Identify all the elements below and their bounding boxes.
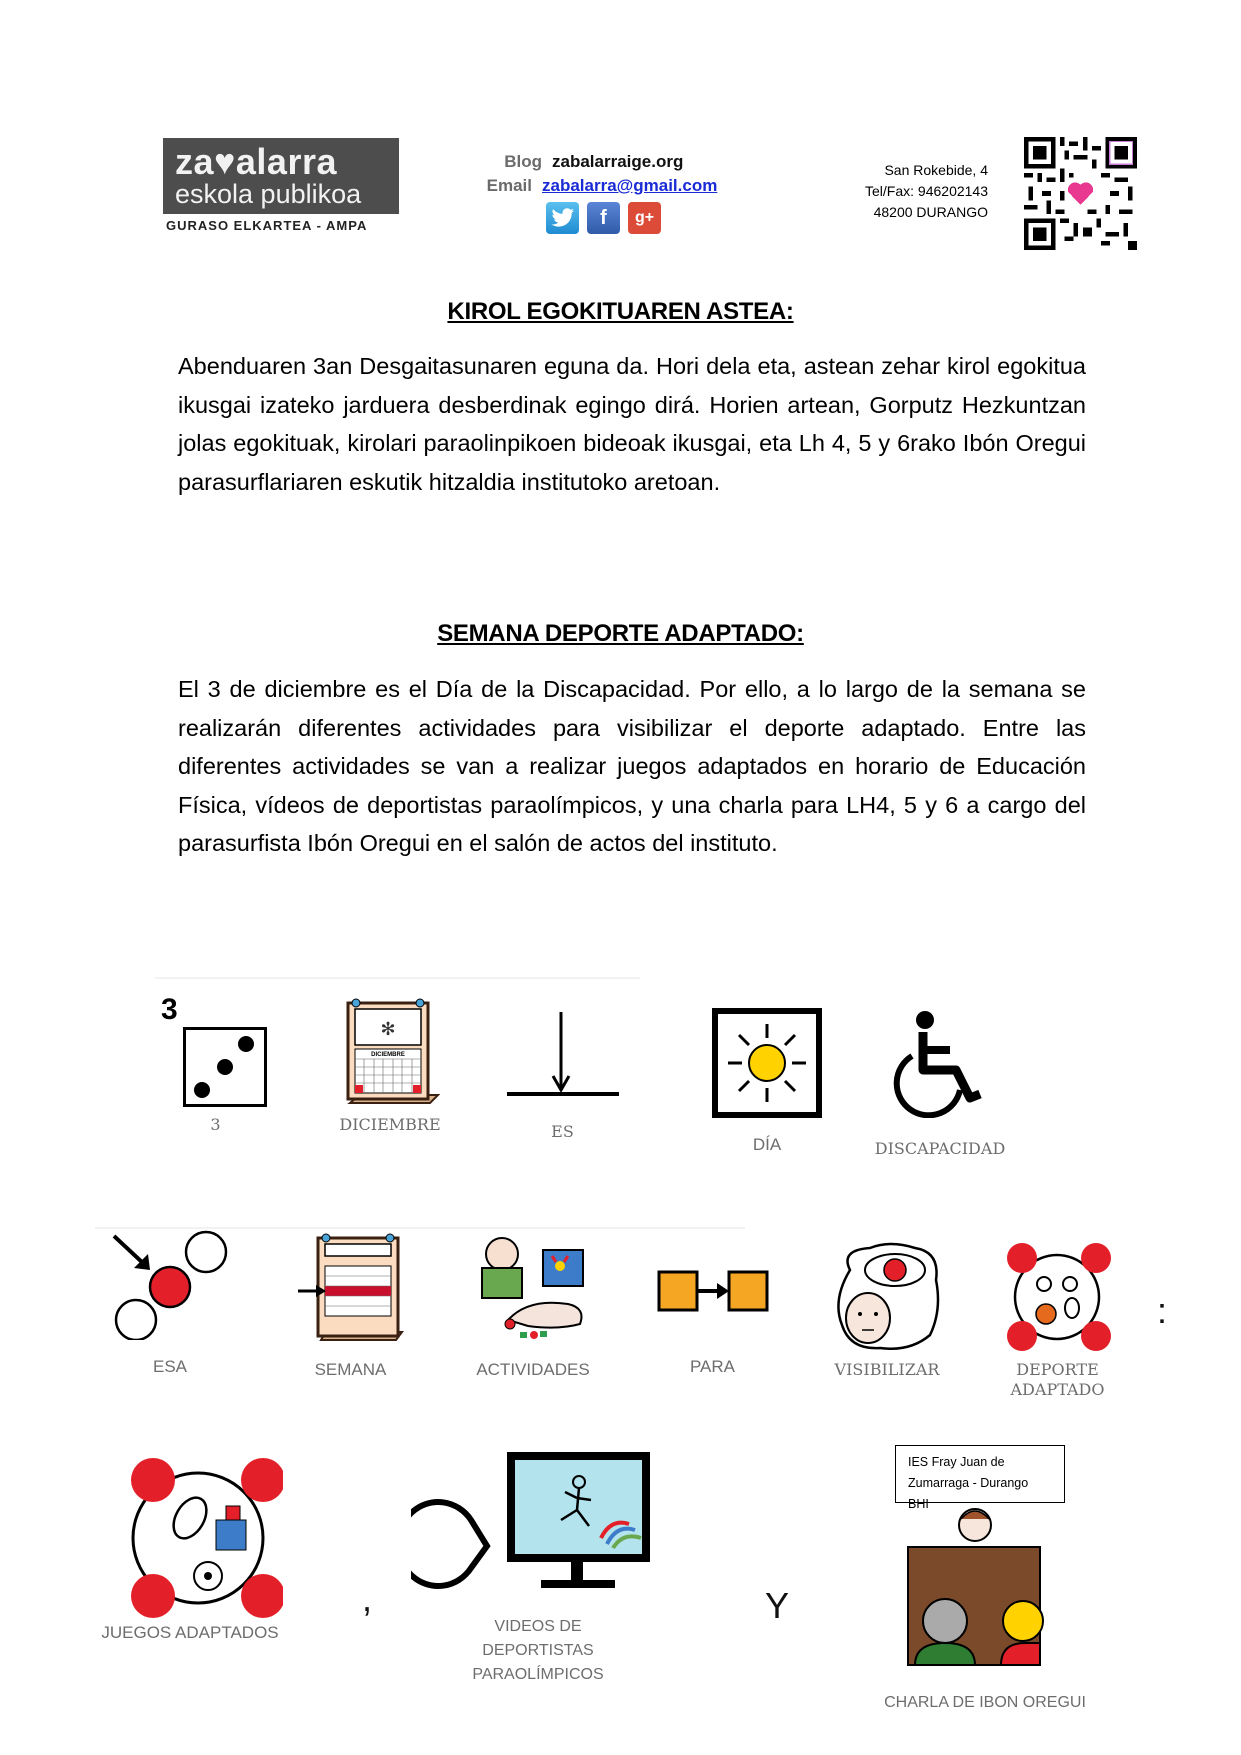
picto-para — [650, 1262, 775, 1377]
section-body-es: El 3 de diciembre es el Día de la Discapacidad. Por ello, a lo largo de la semana se realizarán diferentes actividades para visibilizar el deporte adaptado. Entre las diferentes actividades se van a realizar juegos adaptados en horario de Educación Física, vídeos de deportistas paraolímpicos, y una charla para LH4, 5 y 6 a cargo del parasurfista Ibón Oregui en el salón de actos del instituto. — [178, 676, 1086, 856]
email-label: Email — [486, 176, 532, 195]
adapted-sport-icon — [1000, 1240, 1115, 1355]
picto-label: ACTIVIDADES — [476, 1360, 590, 1379]
picto-label: CHARLA DE IBON OREGUI — [884, 1694, 1086, 1711]
adapted-games-icon — [98, 1448, 283, 1618]
address-street: San Rokebide, 4 — [884, 162, 988, 178]
picto-3 — [158, 995, 273, 1135]
picto-videos-deportistas — [408, 1448, 653, 1687]
email-row — [470, 174, 770, 198]
picto-label: DISCAPACIDAD — [874, 1139, 1006, 1158]
logo-tagline: GURASO ELKARTEA - AMPA — [166, 218, 368, 233]
picto-esa — [105, 1230, 235, 1377]
arrow-down-to-line-icon — [503, 1010, 623, 1105]
to-arrow-icon — [653, 1262, 773, 1322]
google-plus-icon[interactable]: g+ — [628, 202, 661, 234]
address-city: 48200 DURANGO — [873, 204, 988, 220]
picto-label: DEPORTE ADAPTADO — [1010, 1360, 1105, 1399]
picto-semana — [288, 1232, 413, 1380]
email-link[interactable]: zabalarra@gmail.com — [542, 176, 718, 195]
section-body-eu: Abenduaren 3an Desgaitasunaren eguna da. Hori dela eta, astean zehar kirol egokitua ikusgai izateko jarduera desberdinak egingo dirá. Horien artean, Gorputz Hezkuntzan jolas egokituak, kirolari paraolinpikoen bideoak ikusgai, eta Lh 4, 5 y 6rako Ibón Oregui parasurflariaren eskutik hitzaldia institutoko aretoan. — [178, 353, 1086, 495]
picto-label: ESA — [152, 1357, 188, 1376]
facebook-icon[interactable]: f — [587, 202, 620, 234]
twitter-icon[interactable] — [546, 202, 579, 234]
picto-label: PARA — [689, 1357, 736, 1376]
picto-visibilizar — [822, 1240, 952, 1380]
talk-audience-icon — [905, 1503, 1045, 1668]
school-sign: IES Fray Juan de Zumarraga - Durango BHI — [895, 1445, 1065, 1503]
social-icons — [546, 202, 770, 234]
school-logo — [163, 138, 399, 240]
picto-label: VIDEOS DE DEPORTISTAS PARAOLÍMPICOS — [472, 1618, 604, 1683]
blog-label: Blog — [504, 152, 542, 171]
section-title-eu: KIROL EGOKITUAREN ASTEA: — [447, 298, 794, 325]
pointing-circles-icon — [108, 1230, 233, 1340]
svg-text:✻: ✻ — [380, 1019, 396, 1039]
picto-label: ES — [551, 1122, 574, 1141]
blog-link[interactable]: zabalarraige.org — [552, 152, 684, 171]
comma-mark: , — [362, 1578, 373, 1619]
divider — [95, 1227, 745, 1229]
and-mark: Y — [765, 1585, 790, 1626]
picto-label: JUEGOS ADAPTADOS — [101, 1623, 279, 1642]
svg-text:DICIEMBRE: DICIEMBRE — [371, 1052, 405, 1058]
address-phone: Tel/Fax: 946202143 — [865, 183, 988, 199]
contact-block — [470, 150, 770, 234]
picto-label: SEMANA — [314, 1360, 387, 1379]
activities-icon — [468, 1232, 598, 1347]
picto-label: DÍA — [752, 1135, 782, 1154]
logo-title: za♥alarra — [175, 141, 337, 182]
picto-label: DICIEMBRE — [339, 1115, 441, 1134]
address-block — [820, 160, 988, 223]
sun-icon — [712, 1008, 822, 1118]
logo-subtitle: eskola publikoa — [175, 179, 362, 209]
section-title-es: SEMANA DEPORTE ADAPTADO: — [437, 620, 804, 647]
picto-actividades — [463, 1232, 603, 1380]
watching-video-icon — [411, 1448, 651, 1608]
logo-box — [163, 138, 399, 214]
picto-dia — [712, 1008, 822, 1155]
picto-diciembre — [325, 995, 455, 1135]
dice-three-icon: 3 — [158, 995, 273, 1105]
colon-mark: : — [1157, 1290, 1168, 1331]
calendar-icon — [340, 995, 440, 1110]
calendar-week-icon — [296, 1232, 406, 1347]
qr-code — [1024, 137, 1137, 250]
thinking-head-icon — [830, 1240, 945, 1355]
picto-label: 3 — [210, 1115, 221, 1134]
picto-discapacidad — [870, 1008, 1010, 1159]
picto-es — [500, 1010, 625, 1142]
wheelchair-icon — [890, 1008, 990, 1118]
picto-deporte-adaptado — [990, 1240, 1125, 1400]
picto-label: VISIBILIZAR — [834, 1360, 940, 1379]
blog-row — [470, 150, 770, 174]
picto-juegos-adaptados — [95, 1448, 285, 1643]
divider — [155, 977, 640, 979]
